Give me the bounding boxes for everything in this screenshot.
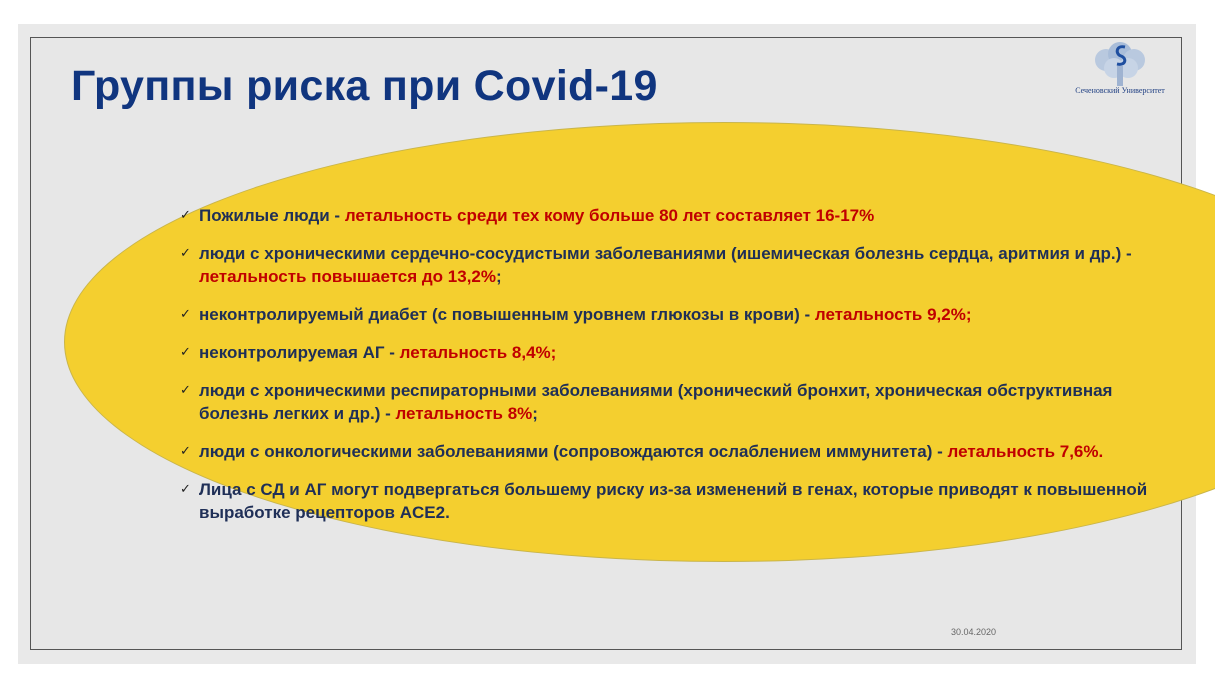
item-highlight: летальность среди тех кому больше 80 лет составляет 16-17% [344,206,875,225]
list-item [180,341,1155,364]
item-highlight: летальность 8,4%; [399,343,557,362]
slide-date: 30.04.2020 [951,627,997,637]
list-item [180,204,1155,227]
check-icon: ✓ [180,246,191,261]
item-text: люди с хроническими респираторными заболеваниями (хронический бронхит, хроническая обструктивная болезнь легких и др.) - [199,381,1113,423]
item-text: люди с хроническими сердечно-сосудистыми заболеваниями (ишемическая болезнь сердца, аритмия и др.) - [199,244,1132,263]
item-text: неконтролируемый диабет (с повышенным уровнем глюкозы в крови) - [199,305,815,324]
check-icon: ✓ [180,482,191,497]
slide-title: Группы риска при Covid-19 [71,62,658,110]
item-tail: ; [532,404,538,423]
list-item [180,242,1155,288]
check-icon: ✓ [180,444,191,459]
list-item [180,440,1155,463]
presentation-slide [30,37,1182,650]
list-item [180,478,1155,524]
risk-group-list [180,204,1155,539]
list-item [180,303,1155,326]
item-highlight: летальность повышается до 13,2% [199,267,496,286]
item-text: Пожилые люди - [199,206,345,225]
item-highlight: летальность 8% [395,404,533,423]
item-text: неконтролируемая АГ - [199,343,400,362]
item-text: Лица с СД и АГ могут подвергаться большему риску из-за изменений в генах, которые приводят к повышенной выработке рецепторов ACE2. [199,480,1148,522]
item-tail: ; [496,267,502,286]
item-highlight: летальность 7,6%. [947,442,1104,461]
check-icon: ✓ [180,307,191,322]
check-icon: ✓ [180,208,191,223]
item-text: люди с онкологическими заболеваниями (сопровождаются ослаблением иммунитета) - [199,442,948,461]
check-icon: ✓ [180,383,191,398]
check-icon: ✓ [180,345,191,360]
university-logo [1064,42,1176,98]
university-name: Сеченовский Университет [1075,86,1165,95]
list-item [180,379,1155,425]
item-highlight: летальность 9,2%; [814,305,972,324]
tree-icon [1092,42,1148,88]
